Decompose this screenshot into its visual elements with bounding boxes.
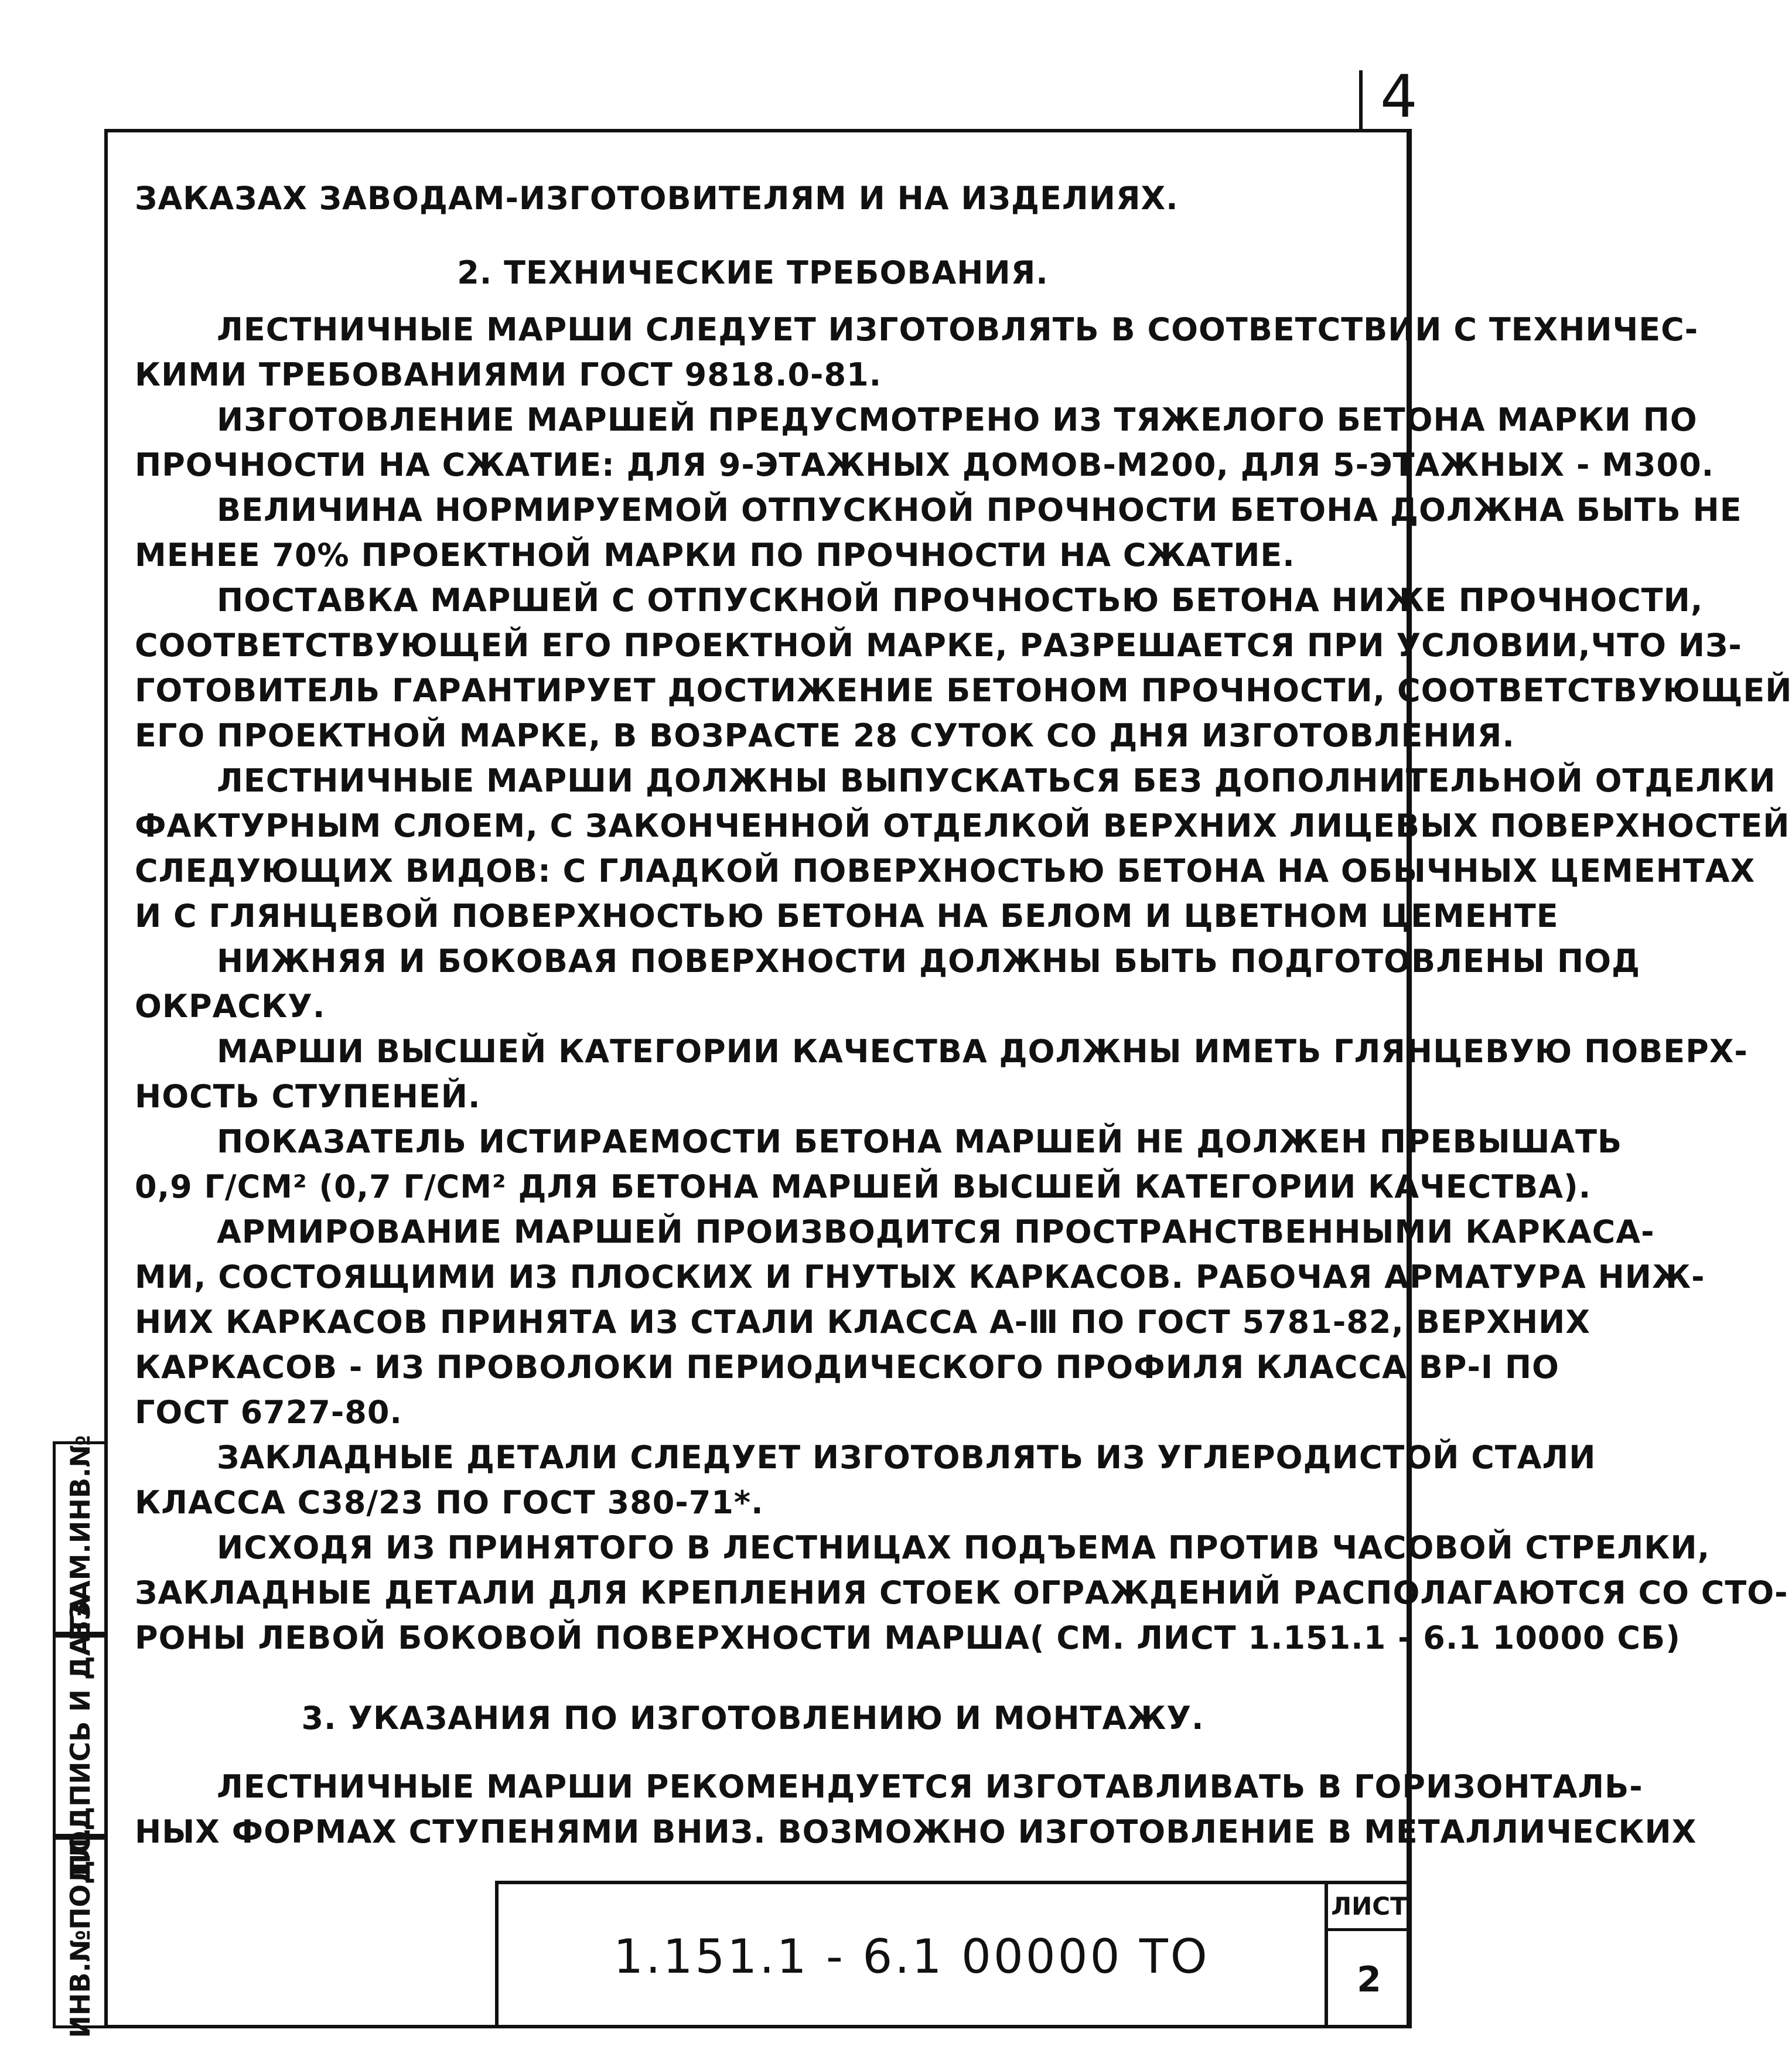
text-line: НИХ КАРКАСОВ ПРИНЯТА ИЗ СТАЛИ КЛАССА А-Ⅲ ПО ГОСТ 5781-82, ВЕРХНИХ <box>135 1304 1590 1341</box>
text-line: ИЗГОТОВЛЕНИЕ МАРШЕЙ ПРЕДУСМОТРЕНО ИЗ ТЯЖЕЛОГО БЕТОНА МАРКИ ПО <box>217 401 1698 438</box>
text-line: СЛЕДУЮЩИХ ВИДОВ: С ГЛАДКОЙ ПОВЕРХНОСТЬЮ БЕТОНА НА ОБЫЧНЫХ ЦЕМЕНТАХ <box>135 852 1756 889</box>
sheet-number-box <box>1325 1884 1410 2028</box>
stamp-signature-date <box>53 1595 104 1876</box>
document-body <box>135 176 1792 1854</box>
text-line: ФАКТУРНЫМ СЛОЕМ, С ЗАКОНЧЕННОЙ ОТДЕЛКОЙ ВЕРХНИХ ЛИЦЕВЫХ ПОВЕРХНОСТЕЙ <box>135 807 1790 844</box>
text-line: КАРКАСОВ - ИЗ ПРОВОЛОКИ ПЕРИОДИЧЕСКОГО ПРОФИЛЯ КЛАССА ВР-I ПО <box>135 1349 1559 1386</box>
text-line: ЛЕСТНИЧНЫЕ МАРШИ ДОЛЖНЫ ВЫПУСКАТЬСЯ БЕЗ ДОПОЛНИТЕЛЬНОЙ ОТДЕЛКИ <box>217 762 1776 799</box>
text-line: АРМИРОВАНИЕ МАРШЕЙ ПРОИЗВОДИТСЯ ПРОСТРАНСТВЕННЫМИ КАРКАСА- <box>217 1213 1655 1250</box>
text-line: ЗАКЛАДНЫЕ ДЕТАЛИ ДЛЯ КРЕПЛЕНИЯ СТОЕК ОГРАЖДЕНИЙ РАСПОЛАГАЮТСЯ СО СТО- <box>135 1574 1788 1611</box>
text-line: ЗАКЛАДНЫЕ ДЕТАЛИ СЛЕДУЕТ ИЗГОТОВЛЯТЬ ИЗ УГЛЕРОДИСТОЙ СТАЛИ <box>217 1439 1596 1476</box>
text-line: ЛЕСТНИЧНЫЕ МАРШИ РЕКОМЕНДУЕТСЯ ИЗГОТАВЛИВАТЬ В ГОРИЗОНТАЛЬ- <box>217 1768 1643 1805</box>
text-line: МИ, СОСТОЯЩИМИ ИЗ ПЛОСКИХ И ГНУТЫХ КАРКАСОВ. РАБОЧАЯ АРМАТУРА НИЖ- <box>135 1258 1705 1295</box>
intro-line: ЗАКАЗАХ ЗАВОДАМ-ИЗГОТОВИТЕЛЯМ И НА ИЗДЕЛИЯХ. <box>135 180 1179 217</box>
corner-number: 4 <box>1380 62 1418 131</box>
text-line: МЕНЕЕ 70% ПРОЕКТНОЙ МАРКИ ПО ПРОЧНОСТИ НА СЖАТИЕ. <box>135 537 1295 574</box>
text-line: ЛЕСТНИЧНЫЕ МАРШИ СЛЕДУЕТ ИЗГОТОВЛЯТЬ В СООТВЕТСТВИИ С ТЕХНИЧЕС- <box>217 311 1699 348</box>
stamp-original-inv <box>53 1827 104 2038</box>
section-3-heading: 3. УКАЗАНИЯ ПО ИЗГОТОВЛЕНИЮ И МОНТАЖУ. <box>301 1700 1204 1737</box>
text-line: СООТВЕТСТВУЮЩЕЙ ЕГО ПРОЕКТНОЙ МАРКЕ, РАЗРЕШАЕТСЯ ПРИ УСЛОВИИ,ЧТО ИЗ- <box>135 627 1742 664</box>
text-line: НИЖНЯЯ И БОКОВАЯ ПОВЕРХНОСТИ ДОЛЖНЫ БЫТЬ ПОДГОТОВЛЕНЫ ПОД <box>217 943 1641 980</box>
text-line: ОКРАСКУ. <box>135 988 326 1025</box>
text-line: РОНЫ ЛЕВОЙ БОКОВОЙ ПОВЕРХНОСТИ МАРША( СМ. ЛИСТ 1.151.1 - 6.1 10000 СБ) <box>135 1619 1681 1656</box>
text-line: ВЕЛИЧИНА НОРМИРУЕМОЙ ОТПУСКНОЙ ПРОЧНОСТИ БЕТОНА ДОЛЖНА БЫТЬ НЕ <box>217 492 1742 528</box>
sheet-number: 2 <box>1357 1959 1381 2000</box>
sheet-label: ЛИСТ <box>1328 1884 1410 1931</box>
sheet-corner-number <box>1359 62 1450 131</box>
text-line: МАРШИ ВЫСШЕЙ КАТЕГОРИИ КАЧЕСТВА ДОЛЖНЫ ИМЕТЬ ГЛЯНЦЕВУЮ ПОВЕРХ- <box>217 1033 1748 1070</box>
stamp-label: ПОДПИСЬ И ДАТА <box>64 1595 96 1876</box>
stamp-label: ВЗАМ.ИНВ.№ <box>64 1435 96 1641</box>
title-block <box>495 1881 1412 2028</box>
text-line: ЕГО ПРОЕКТНОЙ МАРКЕ, В ВОЗРАСТЕ 28 СУТОК СО ДНЯ ИЗГОТОВЛЕНИЯ. <box>135 717 1515 754</box>
text-line: ИСХОДЯ ИЗ ПРИНЯТОГО В ЛЕСТНИЦАХ ПОДЪЕМА ПРОТИВ ЧАСОВОЙ СТРЕЛКИ, <box>217 1529 1711 1566</box>
text-line: ПРОЧНОСТИ НА СЖАТИЕ: ДЛЯ 9-ЭТАЖНЫХ ДОМОВ-М200, ДЛЯ 5-ЭТАЖНЫХ - М300. <box>135 446 1715 483</box>
stamp-label: ИНВ.№ПОДЛ. <box>64 1827 96 2038</box>
text-line: НОСТЬ СТУПЕНЕЙ. <box>135 1078 481 1115</box>
text-line: 0,9 Г/СМ² (0,7 Г/СМ² ДЛЯ БЕТОНА МАРШЕЙ ВЫСШЕЙ КАТЕГОРИИ КАЧЕСТВА). <box>135 1168 1592 1205</box>
text-line: КЛАССА С38/23 ПО ГОСТ 380-71*. <box>135 1484 764 1521</box>
text-line: ГОСТ 6727-80. <box>135 1394 402 1431</box>
text-line: ГОТОВИТЕЛЬ ГАРАНТИРУЕТ ДОСТИЖЕНИЕ БЕТОНОМ ПРОЧНОСТИ, СООТВЕТСТВУЮЩЕЙ <box>135 672 1792 709</box>
document-code: 1.151.1 - 6.1 00000 ТО <box>613 1929 1210 1984</box>
section-2-heading: 2. ТЕХНИЧЕСКИЕ ТРЕБОВАНИЯ. <box>457 254 1049 291</box>
text-line: ПОСТАВКА МАРШЕЙ С ОТПУСКНОЙ ПРОЧНОСТЬЮ БЕТОНА НИЖЕ ПРОЧНОСТИ, <box>217 582 1704 619</box>
text-line: КИМИ ТРЕБОВАНИЯМИ ГОСТ 9818.0-81. <box>135 356 882 393</box>
text-line: НЫХ ФОРМАХ СТУПЕНЯМИ ВНИЗ. ВОЗМОЖНО ИЗГОТОВЛЕНИЕ В МЕТАЛЛИЧЕСКИХ <box>135 1813 1697 1850</box>
text-line: И С ГЛЯНЦЕВОЙ ПОВЕРХНОСТЬЮ БЕТОНА НА БЕЛОМ И ЦВЕТНОМ ЦЕМЕНТЕ <box>135 898 1559 934</box>
text-line: ПОКАЗАТЕЛЬ ИСТИРАЕМОСТИ БЕТОНА МАРШЕЙ НЕ ДОЛЖЕН ПРЕВЫШАТЬ <box>217 1123 1623 1160</box>
